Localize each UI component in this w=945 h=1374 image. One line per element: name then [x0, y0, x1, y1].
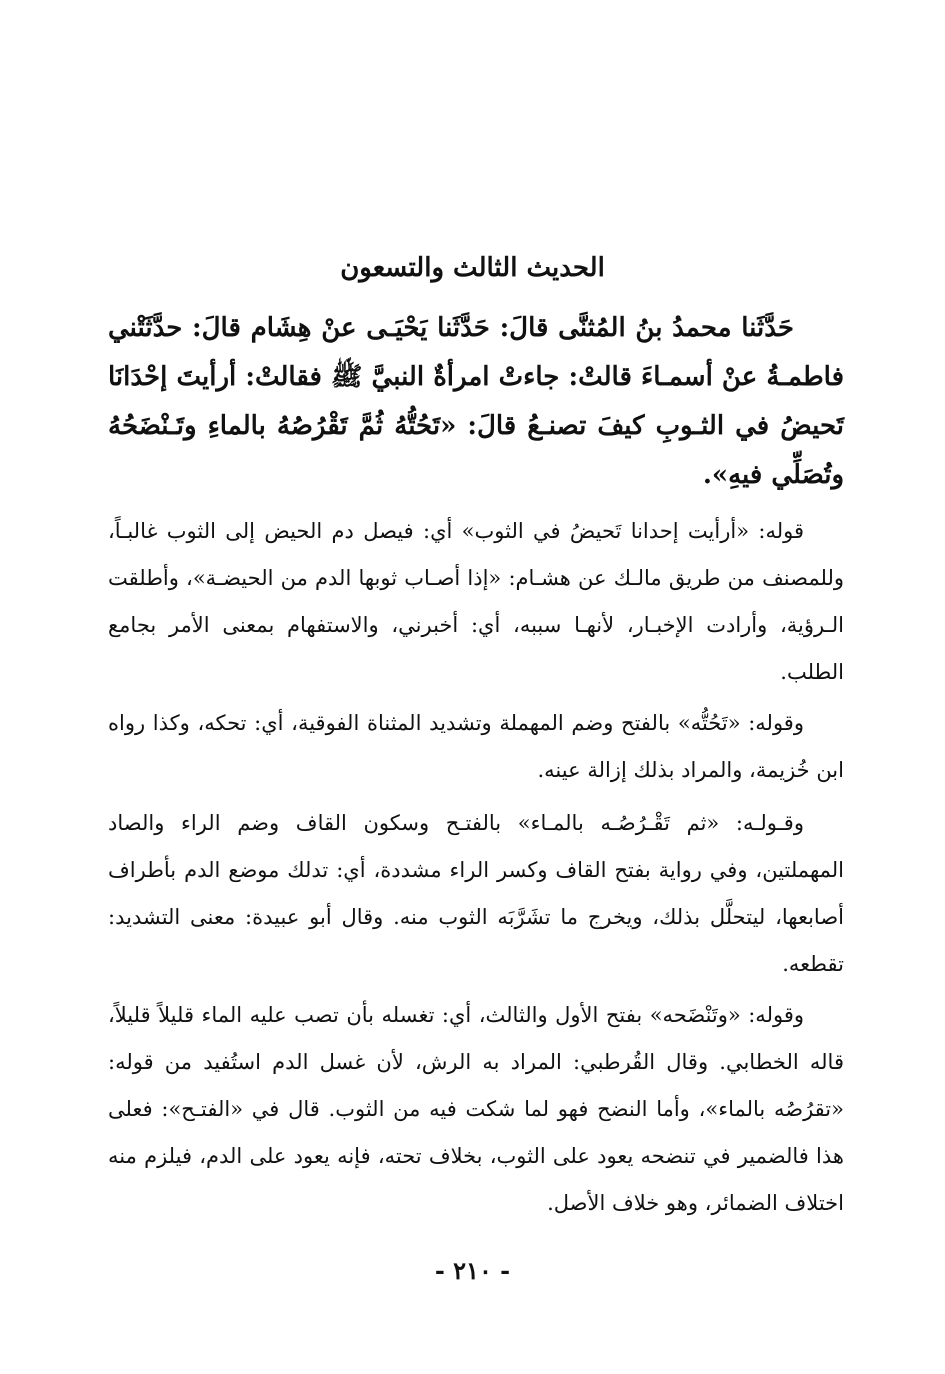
commentary-paragraph-4: وقوله: «وتَنْضَحه» بفتح الأول والثالث، أي: تغسله بأن تصب عليه الماء قليلاً قليلاً، قاله الخطابي. وقال القُرطبي: المراد به الرش، لأن غسل الدم استُفيد من قوله: «تقرُصُه بالماء»، وأما النضح فهو لما شكت فيه من الثوب. قال في «الفتـح»: فعلى هذا فالضمير في تنضحه يعود على الثوب، بخلاف تحته، فإنه يعود على الدم، فيلزم منه اختلاف الضمائر، وهو خلاف الأصل.: [108, 1003, 844, 1215]
chapter-title: الحديث الثالث والتسعون: [340, 253, 605, 283]
commentary-paragraph-2: وقوله: «تَحُتُّه» بالفتح وضم المهملة وتشديد المثناة الفوقية، أي: تحكه، وكذا رواه ابن خُزيمة، والمراد بذلك إزالة عينه.: [108, 711, 844, 782]
hadith-text: حَدَّثَنا محمدُ بنُ المُثنَّى قالَ: حَدَّثَنا يَحْيَـى عنْ هِشَام قالَ: حدَّثَتْني فاطمـةُ عنْ أسمـاءَ قالتْ: جاءتْ امرأةٌ النبيَّ ﷺ فقالتْ: أرأيتَ إحْدَانَا تَحيضُ في الثـوبِ كيفَ تصنـعُ قالَ: «تَحُتُّهُ ثُمَّ تَقْرُصُهُ بالماءِ وتَـنْضَحُهُ وتُصَلِّي فيهِ».: [108, 313, 844, 490]
commentary-paragraph-1: قوله: «أرأيت إحدانا تَحيضُ في الثوب» أي: فيصل دم الحيض إلى الثوب غالبـاً، وللمصنف من طريق مالـك عن هشـام: «إذا أصـاب ثوبها الدم من الحيضـة»، وأطلقت الـرؤية، وأرادت الإخبـار، لأنهـا سببه، أي: أخبرني، والاستفهام بمعنى الأمر بجامع الطلب.: [108, 519, 844, 684]
page-number: - ٢١٠ -: [434, 1256, 511, 1285]
commentary-paragraph-3: وقـولـه: «ثم تَقْـرُصُـه بالمـاء» بالفتـح وسكون القاف وضم الراء والصاد المهملتين، وفي رواية بفتح القاف وكسر الراء مشددة، أي: تدلك موضع الدم بأطراف أصابعها، ليتحلَّل بذلك، ويخرج ما تشَرَّبَه الثوب منه. وقال أبو عبيدة: معنى التشديد: تقطعه.: [108, 811, 844, 976]
